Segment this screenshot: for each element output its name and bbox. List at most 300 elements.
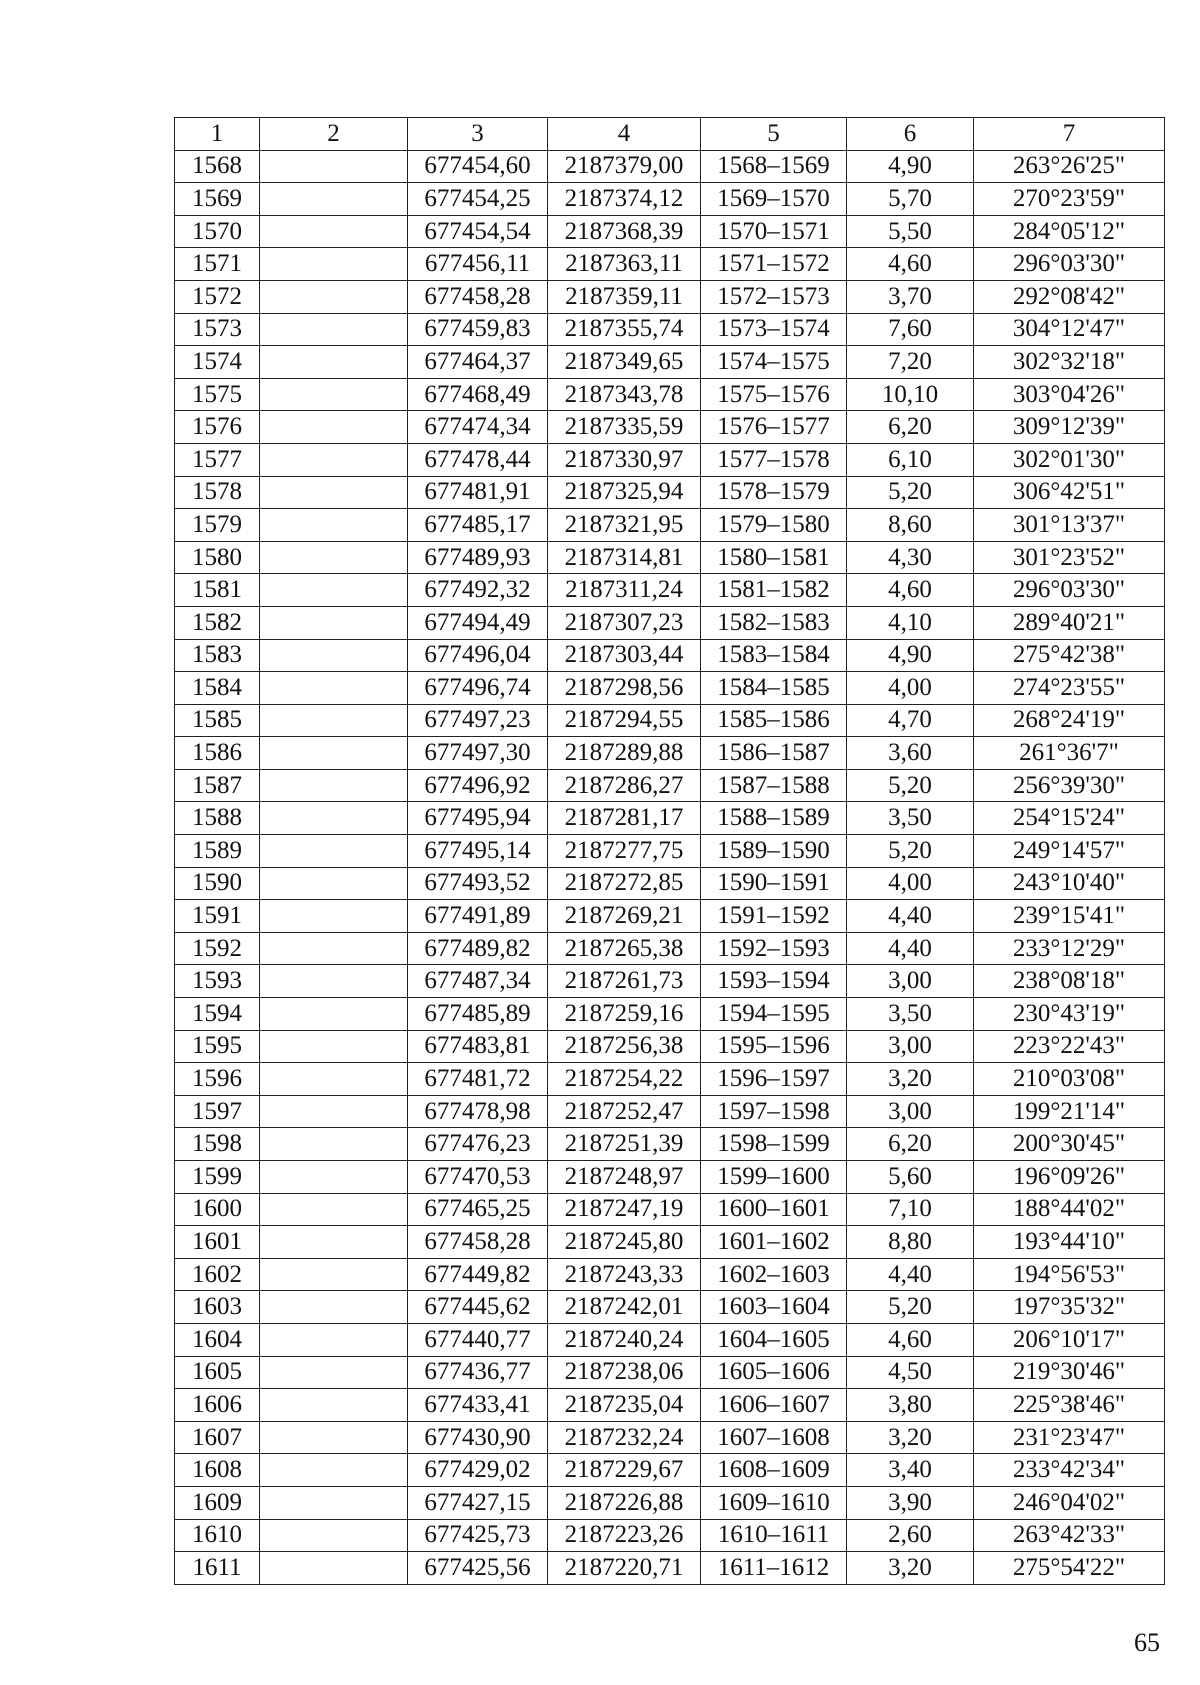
table-row <box>175 867 1165 900</box>
length-cell: 6,10 <box>847 443 974 476</box>
blank-cell <box>260 215 408 248</box>
length-cell: 3,60 <box>847 737 974 770</box>
length-cell: 6,20 <box>847 1128 974 1161</box>
y-coordinate-cell: 2187325,94 <box>548 476 701 509</box>
bearing-cell: 243°10'40" <box>974 867 1165 900</box>
point-number-cell: 1592 <box>175 932 260 965</box>
y-coordinate-cell: 2187374,12 <box>548 183 701 216</box>
length-cell: 2,60 <box>847 1519 974 1552</box>
segment-cell: 1611–1612 <box>701 1552 847 1585</box>
bearing-cell: 303°04'26" <box>974 378 1165 411</box>
segment-cell: 1595–1596 <box>701 1030 847 1063</box>
point-number-cell: 1611 <box>175 1552 260 1585</box>
table-row <box>175 574 1165 607</box>
table-row <box>175 965 1165 998</box>
blank-cell <box>260 313 408 346</box>
y-coordinate-cell: 2187277,75 <box>548 835 701 868</box>
point-number-cell: 1578 <box>175 476 260 509</box>
point-number-cell: 1606 <box>175 1389 260 1422</box>
length-cell: 4,70 <box>847 704 974 737</box>
bearing-cell: 210°03'08" <box>974 1063 1165 1096</box>
y-coordinate-cell: 2187243,33 <box>548 1258 701 1291</box>
y-coordinate-cell: 2187321,95 <box>548 509 701 542</box>
x-coordinate-cell: 677485,89 <box>408 998 548 1031</box>
bearing-cell: 225°38'46" <box>974 1389 1165 1422</box>
bearing-cell: 292°08'42" <box>974 280 1165 313</box>
segment-cell: 1600–1601 <box>701 1193 847 1226</box>
blank-cell <box>260 639 408 672</box>
column-header: 3 <box>408 118 548 151</box>
blank-cell <box>260 1552 408 1585</box>
length-cell: 4,60 <box>847 574 974 607</box>
segment-cell: 1601–1602 <box>701 1226 847 1259</box>
table-row <box>175 737 1165 770</box>
y-coordinate-cell: 2187281,17 <box>548 802 701 835</box>
x-coordinate-cell: 677492,32 <box>408 574 548 607</box>
segment-cell: 1599–1600 <box>701 1161 847 1194</box>
length-cell: 3,00 <box>847 965 974 998</box>
length-cell: 3,50 <box>847 802 974 835</box>
point-number-cell: 1571 <box>175 248 260 281</box>
table-row <box>175 1486 1165 1519</box>
table-row <box>175 215 1165 248</box>
x-coordinate-cell: 677496,92 <box>408 769 548 802</box>
bearing-cell: 194°56'53" <box>974 1258 1165 1291</box>
blank-cell <box>260 1454 408 1487</box>
x-coordinate-cell: 677481,91 <box>408 476 548 509</box>
segment-cell: 1578–1579 <box>701 476 847 509</box>
length-cell: 3,50 <box>847 998 974 1031</box>
point-number-cell: 1589 <box>175 835 260 868</box>
segment-cell: 1577–1578 <box>701 443 847 476</box>
bearing-cell: 296°03'30" <box>974 574 1165 607</box>
length-cell: 4,00 <box>847 672 974 705</box>
x-coordinate-cell: 677497,30 <box>408 737 548 770</box>
blank-cell <box>260 1161 408 1194</box>
point-number-cell: 1605 <box>175 1356 260 1389</box>
point-number-cell: 1597 <box>175 1095 260 1128</box>
x-coordinate-cell: 677489,93 <box>408 541 548 574</box>
blank-cell <box>260 606 408 639</box>
y-coordinate-cell: 2187272,85 <box>548 867 701 900</box>
length-cell: 3,00 <box>847 1095 974 1128</box>
bearing-cell: 196°09'26" <box>974 1161 1165 1194</box>
length-cell: 8,60 <box>847 509 974 542</box>
blank-cell <box>260 411 408 444</box>
y-coordinate-cell: 2187286,27 <box>548 769 701 802</box>
blank-cell <box>260 900 408 933</box>
x-coordinate-cell: 677430,90 <box>408 1421 548 1454</box>
point-number-cell: 1579 <box>175 509 260 542</box>
y-coordinate-cell: 2187229,67 <box>548 1454 701 1487</box>
table-row <box>175 606 1165 639</box>
bearing-cell: 254°15'24" <box>974 802 1165 835</box>
segment-cell: 1581–1582 <box>701 574 847 607</box>
bearing-cell: 239°15'41" <box>974 900 1165 933</box>
x-coordinate-cell: 677459,83 <box>408 313 548 346</box>
bearing-cell: 274°23'55" <box>974 672 1165 705</box>
point-number-cell: 1609 <box>175 1486 260 1519</box>
blank-cell <box>260 183 408 216</box>
x-coordinate-cell: 677445,62 <box>408 1291 548 1324</box>
bearing-cell: 193°44'10" <box>974 1226 1165 1259</box>
table-row <box>175 1030 1165 1063</box>
column-header: 6 <box>847 118 974 151</box>
length-cell: 6,20 <box>847 411 974 444</box>
point-number-cell: 1603 <box>175 1291 260 1324</box>
segment-cell: 1604–1605 <box>701 1323 847 1356</box>
table-row <box>175 150 1165 183</box>
bearing-cell: 275°42'38" <box>974 639 1165 672</box>
point-number-cell: 1585 <box>175 704 260 737</box>
x-coordinate-cell: 677495,14 <box>408 835 548 868</box>
length-cell: 5,20 <box>847 835 974 868</box>
blank-cell <box>260 802 408 835</box>
segment-cell: 1606–1607 <box>701 1389 847 1422</box>
x-coordinate-cell: 677454,25 <box>408 183 548 216</box>
y-coordinate-cell: 2187330,97 <box>548 443 701 476</box>
bearing-cell: 275°54'22" <box>974 1552 1165 1585</box>
blank-cell <box>260 346 408 379</box>
segment-cell: 1592–1593 <box>701 932 847 965</box>
x-coordinate-cell: 677481,72 <box>408 1063 548 1096</box>
x-coordinate-cell: 677489,82 <box>408 932 548 965</box>
bearing-cell: 230°43'19" <box>974 998 1165 1031</box>
blank-cell <box>260 1356 408 1389</box>
point-number-cell: 1586 <box>175 737 260 770</box>
bearing-cell: 302°32'18" <box>974 346 1165 379</box>
table-row <box>175 1356 1165 1389</box>
segment-cell: 1569–1570 <box>701 183 847 216</box>
blank-cell <box>260 769 408 802</box>
blank-cell <box>260 378 408 411</box>
x-coordinate-cell: 677478,98 <box>408 1095 548 1128</box>
table-row <box>175 802 1165 835</box>
blank-cell <box>260 1519 408 1552</box>
point-number-cell: 1591 <box>175 900 260 933</box>
bearing-cell: 284°05'12" <box>974 215 1165 248</box>
length-cell: 5,20 <box>847 476 974 509</box>
table-row <box>175 1389 1165 1422</box>
segment-cell: 1598–1599 <box>701 1128 847 1161</box>
bearing-cell: 246°04'02" <box>974 1486 1165 1519</box>
x-coordinate-cell: 677470,53 <box>408 1161 548 1194</box>
x-coordinate-cell: 677429,02 <box>408 1454 548 1487</box>
segment-cell: 1603–1604 <box>701 1291 847 1324</box>
segment-cell: 1589–1590 <box>701 835 847 868</box>
table-row <box>175 704 1165 737</box>
table-row <box>175 183 1165 216</box>
length-cell: 4,40 <box>847 1258 974 1291</box>
point-number-cell: 1570 <box>175 215 260 248</box>
point-number-cell: 1584 <box>175 672 260 705</box>
blank-cell <box>260 1095 408 1128</box>
segment-cell: 1590–1591 <box>701 867 847 900</box>
bearing-cell: 301°13'37" <box>974 509 1165 542</box>
length-cell: 3,40 <box>847 1454 974 1487</box>
y-coordinate-cell: 2187303,44 <box>548 639 701 672</box>
y-coordinate-cell: 2187220,71 <box>548 1552 701 1585</box>
x-coordinate-cell: 677427,15 <box>408 1486 548 1519</box>
point-number-cell: 1598 <box>175 1128 260 1161</box>
point-number-cell: 1577 <box>175 443 260 476</box>
length-cell: 4,90 <box>847 639 974 672</box>
segment-cell: 1585–1586 <box>701 704 847 737</box>
column-header: 2 <box>260 118 408 151</box>
x-coordinate-cell: 677496,04 <box>408 639 548 672</box>
x-coordinate-cell: 677454,54 <box>408 215 548 248</box>
blank-cell <box>260 574 408 607</box>
length-cell: 3,00 <box>847 1030 974 1063</box>
point-number-cell: 1590 <box>175 867 260 900</box>
blank-cell <box>260 1389 408 1422</box>
x-coordinate-cell: 677476,23 <box>408 1128 548 1161</box>
y-coordinate-cell: 2187265,38 <box>548 932 701 965</box>
y-coordinate-cell: 2187232,24 <box>548 1421 701 1454</box>
y-coordinate-cell: 2187314,81 <box>548 541 701 574</box>
length-cell: 4,40 <box>847 932 974 965</box>
blank-cell <box>260 704 408 737</box>
segment-cell: 1568–1569 <box>701 150 847 183</box>
length-cell: 4,60 <box>847 248 974 281</box>
header-row <box>175 118 1165 151</box>
bearing-cell: 289°40'21" <box>974 606 1165 639</box>
point-number-cell: 1573 <box>175 313 260 346</box>
x-coordinate-cell: 677449,82 <box>408 1258 548 1291</box>
blank-cell <box>260 998 408 1031</box>
x-coordinate-cell: 677464,37 <box>408 346 548 379</box>
table-row <box>175 672 1165 705</box>
point-number-cell: 1572 <box>175 280 260 313</box>
point-number-cell: 1599 <box>175 1161 260 1194</box>
table-row <box>175 541 1165 574</box>
length-cell: 4,30 <box>847 541 974 574</box>
bearing-cell: 296°03'30" <box>974 248 1165 281</box>
y-coordinate-cell: 2187259,16 <box>548 998 701 1031</box>
length-cell: 5,50 <box>847 215 974 248</box>
segment-cell: 1572–1573 <box>701 280 847 313</box>
y-coordinate-cell: 2187355,74 <box>548 313 701 346</box>
length-cell: 8,80 <box>847 1226 974 1259</box>
segment-cell: 1591–1592 <box>701 900 847 933</box>
segment-cell: 1573–1574 <box>701 313 847 346</box>
table-row <box>175 1063 1165 1096</box>
blank-cell <box>260 1030 408 1063</box>
segment-cell: 1610–1611 <box>701 1519 847 1552</box>
bearing-cell: 306°42'51" <box>974 476 1165 509</box>
table-row <box>175 998 1165 1031</box>
x-coordinate-cell: 677474,34 <box>408 411 548 444</box>
length-cell: 10,10 <box>847 378 974 411</box>
column-header: 5 <box>701 118 847 151</box>
point-number-cell: 1595 <box>175 1030 260 1063</box>
x-coordinate-cell: 677493,52 <box>408 867 548 900</box>
length-cell: 5,70 <box>847 183 974 216</box>
table-row <box>175 1226 1165 1259</box>
blank-cell <box>260 1486 408 1519</box>
bearing-cell: 270°23'59" <box>974 183 1165 216</box>
bearing-cell: 200°30'45" <box>974 1128 1165 1161</box>
y-coordinate-cell: 2187311,24 <box>548 574 701 607</box>
point-number-cell: 1587 <box>175 769 260 802</box>
table-row <box>175 932 1165 965</box>
length-cell: 3,20 <box>847 1552 974 1585</box>
blank-cell <box>260 932 408 965</box>
length-cell: 4,60 <box>847 1323 974 1356</box>
y-coordinate-cell: 2187335,59 <box>548 411 701 444</box>
point-number-cell: 1596 <box>175 1063 260 1096</box>
y-coordinate-cell: 2187245,80 <box>548 1226 701 1259</box>
bearing-cell: 223°22'43" <box>974 1030 1165 1063</box>
table-row <box>175 476 1165 509</box>
y-coordinate-cell: 2187261,73 <box>548 965 701 998</box>
x-coordinate-cell: 677478,44 <box>408 443 548 476</box>
table-row <box>175 1519 1165 1552</box>
segment-cell: 1583–1584 <box>701 639 847 672</box>
y-coordinate-cell: 2187226,88 <box>548 1486 701 1519</box>
x-coordinate-cell: 677483,81 <box>408 1030 548 1063</box>
bearing-cell: 268°24'19" <box>974 704 1165 737</box>
table-row <box>175 1193 1165 1226</box>
table-row <box>175 900 1165 933</box>
bearing-cell: 249°14'57" <box>974 835 1165 868</box>
segment-cell: 1588–1589 <box>701 802 847 835</box>
blank-cell <box>260 280 408 313</box>
column-header: 1 <box>175 118 260 151</box>
bearing-cell: 199°21'14" <box>974 1095 1165 1128</box>
length-cell: 5,20 <box>847 1291 974 1324</box>
segment-cell: 1587–1588 <box>701 769 847 802</box>
blank-cell <box>260 1226 408 1259</box>
table-row <box>175 1258 1165 1291</box>
bearing-cell: 238°08'18" <box>974 965 1165 998</box>
bearing-cell: 233°12'29" <box>974 932 1165 965</box>
x-coordinate-cell: 677436,77 <box>408 1356 548 1389</box>
segment-cell: 1584–1585 <box>701 672 847 705</box>
table-row <box>175 313 1165 346</box>
y-coordinate-cell: 2187379,00 <box>548 150 701 183</box>
x-coordinate-cell: 677491,89 <box>408 900 548 933</box>
y-coordinate-cell: 2187242,01 <box>548 1291 701 1324</box>
table-row <box>175 378 1165 411</box>
x-coordinate-cell: 677458,28 <box>408 280 548 313</box>
point-number-cell: 1601 <box>175 1226 260 1259</box>
segment-cell: 1594–1595 <box>701 998 847 1031</box>
length-cell: 7,10 <box>847 1193 974 1226</box>
bearing-cell: 263°42'33" <box>974 1519 1165 1552</box>
table-row <box>175 411 1165 444</box>
segment-cell: 1582–1583 <box>701 606 847 639</box>
point-number-cell: 1607 <box>175 1421 260 1454</box>
bearing-cell: 301°23'52" <box>974 541 1165 574</box>
table-body <box>175 150 1165 1584</box>
length-cell: 5,60 <box>847 1161 974 1194</box>
length-cell: 3,20 <box>847 1063 974 1096</box>
point-number-cell: 1602 <box>175 1258 260 1291</box>
x-coordinate-cell: 677496,74 <box>408 672 548 705</box>
point-number-cell: 1608 <box>175 1454 260 1487</box>
table-row <box>175 1323 1165 1356</box>
segment-cell: 1596–1597 <box>701 1063 847 1096</box>
blank-cell <box>260 248 408 281</box>
y-coordinate-cell: 2187307,23 <box>548 606 701 639</box>
blank-cell <box>260 1193 408 1226</box>
table-row <box>175 1421 1165 1454</box>
y-coordinate-cell: 2187294,55 <box>548 704 701 737</box>
column-header: 4 <box>548 118 701 151</box>
point-number-cell: 1575 <box>175 378 260 411</box>
blank-cell <box>260 476 408 509</box>
length-cell: 4,10 <box>847 606 974 639</box>
bearing-cell: 263°26'25" <box>974 150 1165 183</box>
length-cell: 4,40 <box>847 900 974 933</box>
y-coordinate-cell: 2187298,56 <box>548 672 701 705</box>
blank-cell <box>260 672 408 705</box>
bearing-cell: 302°01'30" <box>974 443 1165 476</box>
y-coordinate-cell: 2187343,78 <box>548 378 701 411</box>
x-coordinate-cell: 677468,49 <box>408 378 548 411</box>
length-cell: 5,20 <box>847 769 974 802</box>
point-number-cell: 1583 <box>175 639 260 672</box>
blank-cell <box>260 541 408 574</box>
bearing-cell: 231°23'47" <box>974 1421 1165 1454</box>
table-row <box>175 443 1165 476</box>
x-coordinate-cell: 677487,34 <box>408 965 548 998</box>
blank-cell <box>260 835 408 868</box>
y-coordinate-cell: 2187238,06 <box>548 1356 701 1389</box>
point-number-cell: 1569 <box>175 183 260 216</box>
table-row <box>175 280 1165 313</box>
segment-cell: 1571–1572 <box>701 248 847 281</box>
length-cell: 3,80 <box>847 1389 974 1422</box>
y-coordinate-cell: 2187240,24 <box>548 1323 701 1356</box>
blank-cell <box>260 1291 408 1324</box>
table-row <box>175 248 1165 281</box>
table-row <box>175 509 1165 542</box>
segment-cell: 1570–1571 <box>701 215 847 248</box>
blank-cell <box>260 150 408 183</box>
x-coordinate-cell: 677495,94 <box>408 802 548 835</box>
point-number-cell: 1568 <box>175 150 260 183</box>
table-row <box>175 1128 1165 1161</box>
x-coordinate-cell: 677497,23 <box>408 704 548 737</box>
x-coordinate-cell: 677456,11 <box>408 248 548 281</box>
y-coordinate-cell: 2187363,11 <box>548 248 701 281</box>
blank-cell <box>260 1128 408 1161</box>
table-row <box>175 346 1165 379</box>
table-row <box>175 1552 1165 1585</box>
blank-cell <box>260 737 408 770</box>
point-number-cell: 1588 <box>175 802 260 835</box>
x-coordinate-cell: 677454,60 <box>408 150 548 183</box>
x-coordinate-cell: 677440,77 <box>408 1323 548 1356</box>
y-coordinate-cell: 2187247,19 <box>548 1193 701 1226</box>
point-number-cell: 1600 <box>175 1193 260 1226</box>
bearing-cell: 261°36'7" <box>974 737 1165 770</box>
point-number-cell: 1604 <box>175 1323 260 1356</box>
bearing-cell: 304°12'47" <box>974 313 1165 346</box>
table-row <box>175 1454 1165 1487</box>
length-cell: 3,90 <box>847 1486 974 1519</box>
segment-cell: 1608–1609 <box>701 1454 847 1487</box>
x-coordinate-cell: 677494,49 <box>408 606 548 639</box>
bearing-cell: 188°44'02" <box>974 1193 1165 1226</box>
segment-cell: 1576–1577 <box>701 411 847 444</box>
y-coordinate-cell: 2187349,65 <box>548 346 701 379</box>
table-row <box>175 639 1165 672</box>
table-row <box>175 1095 1165 1128</box>
coordinates-table <box>174 117 1165 1585</box>
